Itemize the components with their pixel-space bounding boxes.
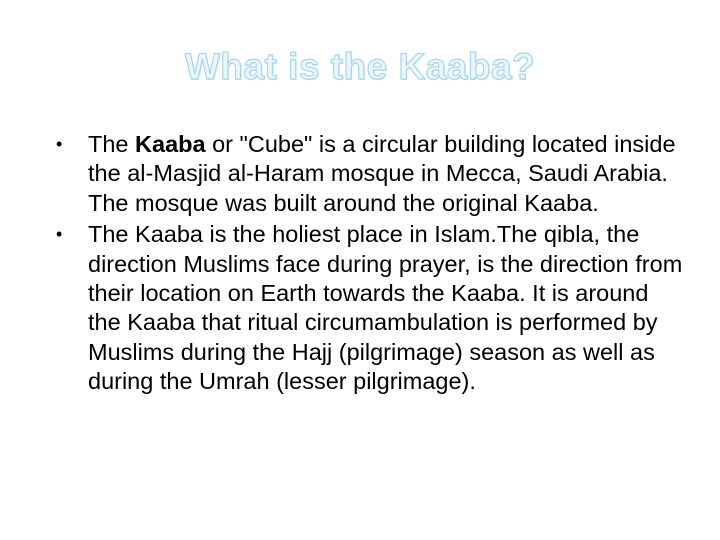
bullet-dot-icon: • [56, 134, 63, 154]
bullet-list [54, 130, 684, 399]
bullet-dot-icon: • [56, 224, 63, 245]
bullet-text-rest: or "Cube" is a circular building located inside the al-Masjid al-Haram mosque in Mecca, Saudi Arabia. The mosque was built around the original Kaaba. [88, 131, 676, 216]
bullet-bold-term: Kaaba [135, 131, 206, 157]
bullet-item-kaaba-definition [54, 130, 684, 218]
slide-title: What is the Kaaba? [184, 46, 536, 87]
bullet-item-holiest-place [54, 220, 684, 396]
bullet-text-start: The [88, 131, 136, 157]
bullet-text: The Kaaba is the holiest place in Islam.The qibla, the direction Muslims face during prayer, is the direction from their location on Earth towards the Kaaba. It is around the Kaaba that ritual circumambulation is performed by Muslims during the Hajj (pilgrimage) season as well as during the Umrah (lesser pilgrimage). [88, 221, 683, 395]
